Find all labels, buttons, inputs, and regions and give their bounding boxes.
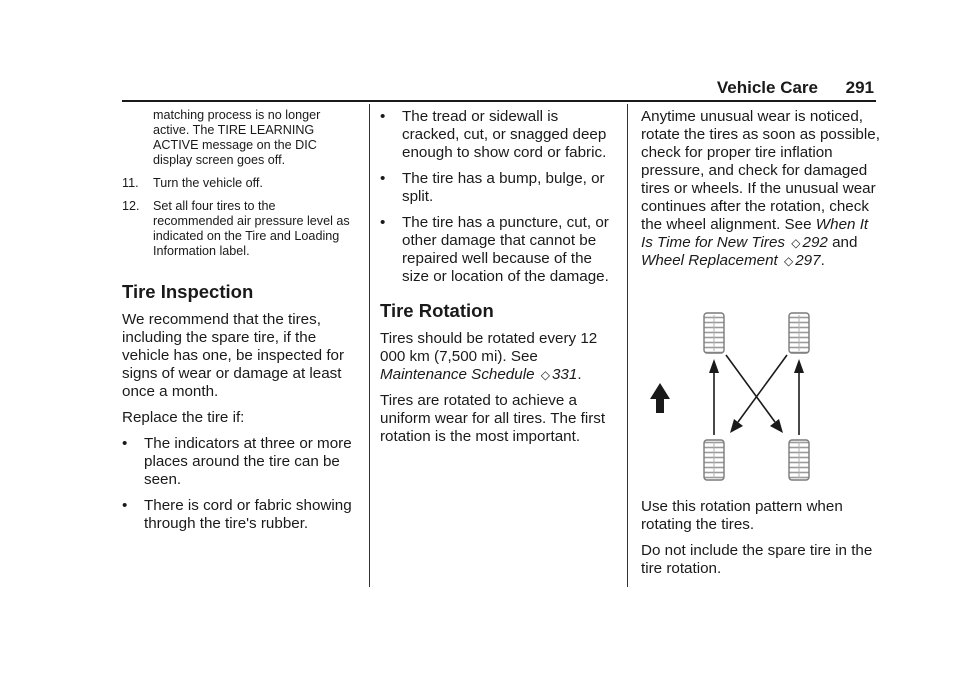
list-item-text: There is cord or fabric showing through the tire's rubber.	[144, 497, 352, 532]
page-header	[122, 80, 876, 102]
list-item-text: The tread or sidewall is cracked, cut, or snagged deep enough to show cord or fabric.	[402, 108, 607, 161]
step-number: 12.	[122, 199, 140, 213]
arrow-rear-left-to-front-left	[709, 359, 719, 435]
end-period: .	[820, 252, 825, 269]
column-1	[122, 108, 357, 541]
step-item	[122, 199, 357, 259]
step-text: Set all four tires to the recommended air pressure level as indicated on the Tire and Loading Information label.	[153, 199, 350, 258]
maintenance-schedule-page[interactable]: 331	[551, 366, 578, 383]
column-divider	[627, 104, 628, 587]
rotation-interval-text: Tires should be rotated every 12 000 km (7,500 mi). See Maintenance Schedule ◇ 331.	[380, 330, 598, 383]
column-divider	[369, 104, 370, 587]
section-title: Vehicle Care	[716, 78, 818, 97]
wheel-replacement-link[interactable]: Wheel Replacement	[641, 252, 778, 269]
unusual-wear-sentence: Anytime unusual wear is noticed, rotate the tires as soon as possible, check for proper tire inflation pressure, and check for damaged tires or wheels. If the unusual wear continues after the rotation, check the wheel alignment. See	[641, 108, 880, 233]
tire-rotation-diagram	[640, 305, 820, 485]
column-3-lower	[641, 498, 881, 586]
rotation-interval-sentence: Tires should be rotated every 12 000 km (7,500 mi). See	[380, 330, 598, 365]
maintenance-schedule-link[interactable]: Maintenance Schedule	[380, 366, 535, 383]
tire-rear-right-icon	[789, 440, 809, 480]
tire-rear-left-icon	[704, 440, 724, 480]
heading-tire-inspection: Tire Inspection	[122, 281, 254, 302]
step-number: 11.	[122, 176, 139, 190]
bullet-icon: •	[122, 435, 128, 452]
page-ref-icon: ◇	[791, 236, 801, 250]
spare-tire-note: Do not include the spare tire in the tire rotation.	[641, 542, 873, 577]
list-item	[380, 108, 617, 162]
arrow-rear-right-to-front-right	[794, 359, 804, 435]
wheel-replacement-page[interactable]: 297	[795, 252, 821, 269]
and-word: and	[832, 234, 858, 251]
list-item	[122, 497, 357, 533]
new-tires-page[interactable]: 292	[802, 234, 828, 251]
list-item	[122, 435, 357, 489]
bullet-icon: •	[122, 497, 128, 514]
column-3	[641, 108, 881, 278]
bullet-icon: •	[380, 108, 386, 125]
list-item-text: The indicators at three or more places around the tire can be seen.	[144, 435, 352, 488]
page-ref-icon: ◇	[784, 254, 794, 268]
inspection-intro: We recommend that the tires, including the spare tire, if the vehicle has one, be inspected for signs of wear or damage at least once a month.	[122, 311, 345, 400]
page-ref-icon: ◇	[540, 368, 550, 382]
list-item	[380, 214, 617, 286]
replace-if-text: Replace the tire if:	[122, 409, 245, 426]
rotation-purpose-text: Tires are rotated to achieve a uniform wear for all tires. The first rotation is the most important.	[380, 392, 606, 445]
list-item-text: The tire has a bump, bulge, or split.	[402, 170, 605, 205]
bullet-icon: •	[380, 170, 386, 187]
heading-tire-rotation: Tire Rotation	[380, 300, 494, 321]
list-item-text: The tire has a puncture, cut, or other damage that cannot be repaired well because of the size or location of the damage.	[402, 214, 609, 285]
forward-direction-arrow-icon	[650, 383, 670, 413]
tire-front-right-icon	[789, 313, 809, 353]
step-item	[122, 176, 357, 191]
continuation-text: matching process is no longer active. The TIRE LEARNING ACTIVE message on the DIC display screen goes off.	[153, 108, 321, 167]
bullet-icon: •	[380, 214, 386, 231]
list-item	[380, 170, 617, 206]
rotation-pattern-text: Use this rotation pattern when rotating the tires.	[641, 498, 843, 533]
column-2	[380, 108, 617, 454]
unusual-wear-text	[641, 108, 881, 270]
page-number: 291	[845, 78, 874, 97]
new-tires-link[interactable]: When It Is Time for New Tires	[641, 216, 869, 251]
tire-front-left-icon	[704, 313, 724, 353]
step-text: Turn the vehicle off.	[153, 176, 263, 190]
